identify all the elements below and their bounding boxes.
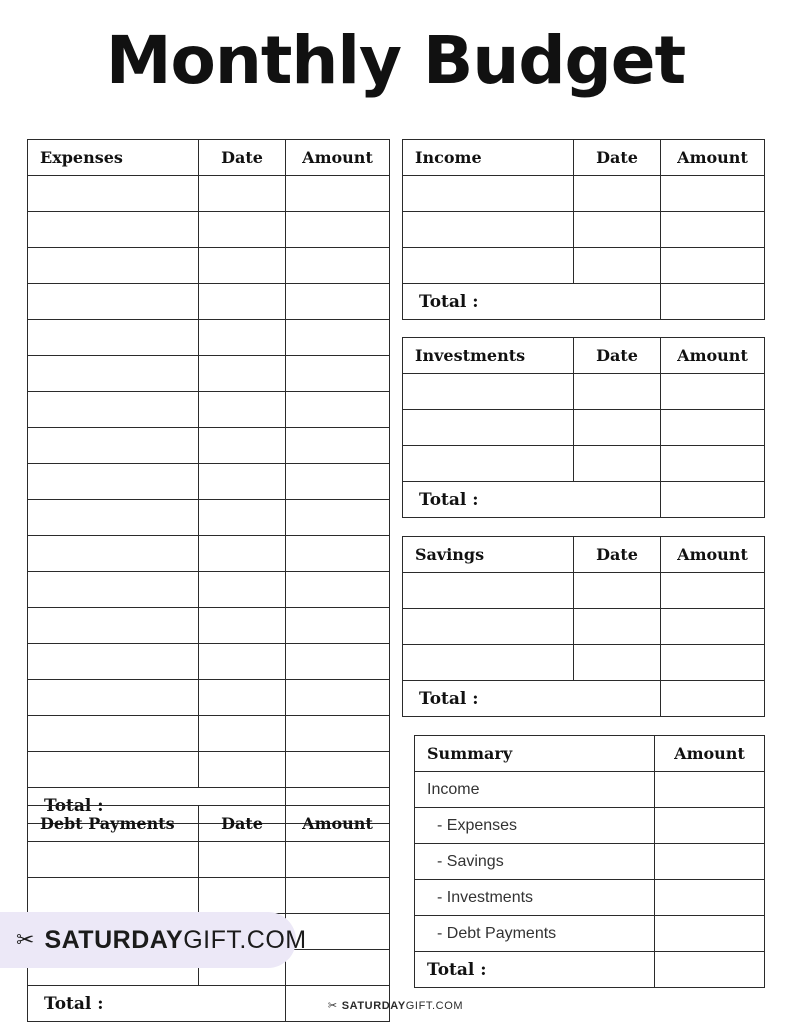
expenses-amount-cell[interactable] — [286, 680, 390, 716]
table-row[interactable] — [28, 878, 390, 914]
savings-amount-cell[interactable] — [661, 573, 765, 609]
savings-date-cell[interactable] — [574, 573, 661, 609]
summary-row-investments: - Investments — [415, 880, 655, 916]
table-row[interactable] — [28, 212, 390, 248]
investments-date-header: Date — [574, 338, 661, 374]
page-title: Monthly Budget — [105, 22, 686, 99]
expenses-amount-cell[interactable] — [286, 248, 390, 284]
expenses-amount-cell[interactable] — [286, 176, 390, 212]
expenses-name-cell[interactable] — [28, 212, 199, 248]
expenses-date-cell[interactable] — [199, 680, 286, 716]
expenses-name-cell[interactable] — [28, 644, 199, 680]
scissors-icon-footer: ✂ — [327, 1000, 338, 1012]
debt-name-cell[interactable] — [28, 878, 199, 914]
debt-amount-cell[interactable] — [286, 950, 390, 986]
brand-badge — [0, 912, 307, 968]
expenses-amount-cell[interactable] — [286, 464, 390, 500]
investments-amount-header: Amount — [661, 338, 765, 374]
table-row[interactable] — [28, 536, 390, 572]
expenses-name-cell[interactable] — [28, 320, 199, 356]
table-row[interactable] — [415, 772, 765, 808]
table-row[interactable] — [403, 645, 765, 681]
income-amount-header: Amount — [661, 140, 765, 176]
expenses-amount-cell[interactable] — [286, 500, 390, 536]
savings-name-cell[interactable] — [403, 609, 574, 645]
debt-payments-total-label: Total : — [28, 986, 286, 1022]
expenses-total-label: Total : — [28, 788, 286, 824]
table-header-row — [403, 537, 765, 573]
investments-table — [402, 337, 765, 518]
table-row[interactable] — [28, 428, 390, 464]
footer-brand-bold: SATURDAY — [341, 1000, 406, 1012]
summary-total-label: Total : — [415, 952, 655, 988]
investments-date-cell[interactable] — [574, 374, 661, 410]
summary-row-expenses: - Expenses — [415, 808, 655, 844]
investments-amount-cell[interactable] — [661, 410, 765, 446]
scissors-icon: ✂ — [16, 927, 35, 952]
table-row[interactable] — [28, 356, 390, 392]
table-row[interactable] — [403, 212, 765, 248]
summary-savings-amount-cell[interactable] — [655, 844, 765, 880]
income-date-cell[interactable] — [574, 248, 661, 284]
table-row[interactable] — [28, 392, 390, 428]
savings-date-header: Date — [574, 537, 661, 573]
expenses-date-cell[interactable] — [199, 752, 286, 788]
table-row[interactable] — [403, 374, 765, 410]
expenses-name-cell[interactable] — [28, 392, 199, 428]
income-date-cell[interactable] — [574, 212, 661, 248]
summary-investments-amount-cell[interactable] — [655, 880, 765, 916]
expenses-amount-cell[interactable] — [286, 536, 390, 572]
expenses-date-cell[interactable] — [199, 716, 286, 752]
summary-row-savings: - Savings — [415, 844, 655, 880]
expenses-amount-cell[interactable] — [286, 356, 390, 392]
table-row[interactable] — [415, 844, 765, 880]
expenses-name-cell[interactable] — [28, 752, 199, 788]
table-row[interactable] — [28, 320, 390, 356]
income-date-cell[interactable] — [574, 176, 661, 212]
investments-amount-cell[interactable] — [661, 446, 765, 482]
footer-brand-light: GIFT.COM — [405, 1000, 464, 1012]
brand-name-light: GIFT.COM — [183, 925, 307, 954]
table-row[interactable] — [28, 500, 390, 536]
page-footer — [0, 999, 791, 1012]
table-row[interactable] — [403, 609, 765, 645]
summary-expenses-amount-cell[interactable] — [655, 808, 765, 844]
expenses-amount-cell[interactable] — [286, 752, 390, 788]
table-header-row — [403, 140, 765, 176]
table-row[interactable] — [28, 752, 390, 788]
table-total-row[interactable] — [415, 952, 765, 988]
debt-amount-cell[interactable] — [286, 842, 390, 878]
savings-name-cell[interactable] — [403, 645, 574, 681]
expenses-amount-cell[interactable] — [286, 716, 390, 752]
expenses-date-cell[interactable] — [199, 428, 286, 464]
expenses-date-cell[interactable] — [199, 212, 286, 248]
expenses-date-cell[interactable] — [199, 500, 286, 536]
investments-amount-cell[interactable] — [661, 374, 765, 410]
table-row[interactable] — [403, 410, 765, 446]
debt-payments-header: Debt Payments — [28, 806, 199, 842]
summary-table — [414, 735, 765, 988]
table-row[interactable] — [28, 176, 390, 212]
summary-income-amount-cell[interactable] — [655, 772, 765, 808]
expenses-date-cell[interactable] — [199, 320, 286, 356]
expenses-name-cell[interactable] — [28, 248, 199, 284]
expenses-name-cell[interactable] — [28, 464, 199, 500]
table-row[interactable] — [28, 716, 390, 752]
table-row[interactable] — [403, 176, 765, 212]
table-header-row — [28, 140, 390, 176]
investments-total-amount-cell[interactable] — [661, 482, 765, 518]
investments-header: Investments — [403, 338, 574, 374]
expenses-name-cell[interactable] — [28, 716, 199, 752]
expenses-name-cell[interactable] — [28, 428, 199, 464]
table-row[interactable] — [28, 248, 390, 284]
table-row[interactable] — [28, 680, 390, 716]
investments-name-cell[interactable] — [403, 446, 574, 482]
investments-name-cell[interactable] — [403, 410, 574, 446]
income-date-header: Date — [574, 140, 661, 176]
expenses-name-cell[interactable] — [28, 536, 199, 572]
expenses-date-cell[interactable] — [199, 392, 286, 428]
expenses-name-cell[interactable] — [28, 608, 199, 644]
brand-name — [44, 926, 306, 955]
investments-name-cell[interactable] — [403, 374, 574, 410]
table-row[interactable] — [415, 880, 765, 916]
table-total-row[interactable] — [403, 482, 765, 518]
expenses-date-cell[interactable] — [199, 284, 286, 320]
expenses-amount-cell[interactable] — [286, 212, 390, 248]
savings-table — [402, 536, 765, 717]
savings-amount-cell[interactable] — [661, 645, 765, 681]
table-row[interactable] — [403, 248, 765, 284]
expenses-amount-cell[interactable] — [286, 320, 390, 356]
income-total-amount-cell[interactable] — [661, 284, 765, 320]
savings-date-cell[interactable] — [574, 609, 661, 645]
expenses-date-header: Date — [199, 140, 286, 176]
summary-debt-amount-cell[interactable] — [655, 916, 765, 952]
table-row[interactable] — [28, 608, 390, 644]
summary-row-debt-payments: - Debt Payments — [415, 916, 655, 952]
savings-total-label: Total : — [403, 681, 661, 717]
table-row[interactable] — [415, 916, 765, 952]
expenses-name-cell[interactable] — [28, 176, 199, 212]
brand-name-bold: SATURDAY — [44, 925, 184, 954]
table-header-row — [28, 806, 390, 842]
savings-header: Savings — [403, 537, 574, 573]
income-amount-cell[interactable] — [661, 248, 765, 284]
income-name-cell[interactable] — [403, 176, 574, 212]
table-row[interactable] — [403, 446, 765, 482]
summary-amount-header: Amount — [655, 736, 765, 772]
expenses-amount-cell[interactable] — [286, 284, 390, 320]
table-row[interactable] — [403, 573, 765, 609]
expenses-name-cell[interactable] — [28, 572, 199, 608]
debt-date-cell[interactable] — [199, 878, 286, 914]
investments-total-label: Total : — [403, 482, 661, 518]
table-row[interactable] — [28, 842, 390, 878]
expenses-amount-header: Amount — [286, 140, 390, 176]
income-header: Income — [403, 140, 574, 176]
expenses-date-cell[interactable] — [199, 572, 286, 608]
savings-amount-header: Amount — [661, 537, 765, 573]
table-total-row[interactable] — [403, 284, 765, 320]
income-amount-cell[interactable] — [661, 212, 765, 248]
income-name-cell[interactable] — [403, 212, 574, 248]
debt-payments-amount-header: Amount — [286, 806, 390, 842]
table-header-row — [403, 338, 765, 374]
table-row[interactable] — [28, 464, 390, 500]
expenses-header: Expenses — [28, 140, 199, 176]
expenses-date-cell[interactable] — [199, 176, 286, 212]
debt-date-cell[interactable] — [199, 842, 286, 878]
table-header-row — [415, 736, 765, 772]
summary-row-income: Income — [415, 772, 655, 808]
expenses-name-cell[interactable] — [28, 500, 199, 536]
expenses-amount-cell[interactable] — [286, 428, 390, 464]
income-amount-cell[interactable] — [661, 176, 765, 212]
expenses-name-cell[interactable] — [28, 680, 199, 716]
expenses-amount-cell[interactable] — [286, 572, 390, 608]
debt-payments-date-header: Date — [199, 806, 286, 842]
expenses-date-cell[interactable] — [199, 248, 286, 284]
expenses-date-cell[interactable] — [199, 536, 286, 572]
expenses-amount-cell[interactable] — [286, 608, 390, 644]
expenses-date-cell[interactable] — [199, 644, 286, 680]
debt-name-cell[interactable] — [28, 842, 199, 878]
income-table — [402, 139, 765, 320]
summary-header: Summary — [415, 736, 655, 772]
expenses-table — [27, 139, 390, 824]
savings-date-cell[interactable] — [574, 645, 661, 681]
savings-name-cell[interactable] — [403, 573, 574, 609]
table-row[interactable] — [28, 572, 390, 608]
expenses-name-cell[interactable] — [28, 356, 199, 392]
expenses-date-cell[interactable] — [199, 464, 286, 500]
expenses-amount-cell[interactable] — [286, 392, 390, 428]
debt-amount-cell[interactable] — [286, 878, 390, 914]
expenses-name-cell[interactable] — [28, 284, 199, 320]
expenses-date-cell[interactable] — [199, 356, 286, 392]
table-row[interactable] — [415, 808, 765, 844]
expenses-date-cell[interactable] — [199, 608, 286, 644]
savings-total-amount-cell[interactable] — [661, 681, 765, 717]
table-row[interactable] — [28, 284, 390, 320]
investments-date-cell[interactable] — [574, 446, 661, 482]
table-row[interactable] — [28, 644, 390, 680]
savings-amount-cell[interactable] — [661, 609, 765, 645]
income-name-cell[interactable] — [403, 248, 574, 284]
summary-total-amount-cell[interactable] — [655, 952, 765, 988]
table-total-row[interactable] — [403, 681, 765, 717]
expenses-amount-cell[interactable] — [286, 644, 390, 680]
investments-date-cell[interactable] — [574, 410, 661, 446]
income-total-label: Total : — [403, 284, 661, 320]
